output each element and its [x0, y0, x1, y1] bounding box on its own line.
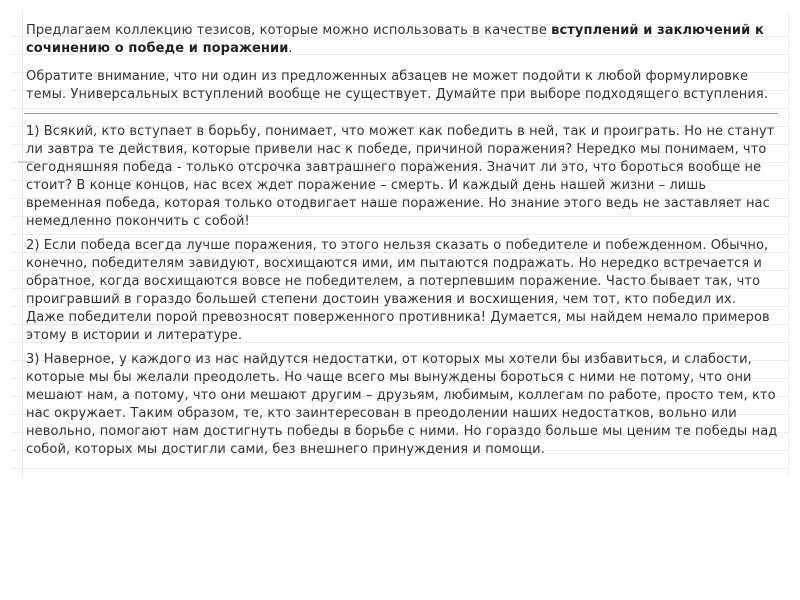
- notebook-page: [12, 12, 789, 476]
- intro-paragraph: [26, 22, 778, 58]
- notice-paragraph: Обратите внимание, что ни один из предложенных абзацев не может подойти к любой формулировке темы. Универсальных вступлений вообще не существует. Думайте при выборе подходящего вступления.: [26, 69, 769, 102]
- thesis-paragraph-2: 2) Если победа всегда лучше поражения, то этого нельзя сказать о победителе и побежденном. Обычно, конечно, победителям завидуют, восхищаются ими, им пытаются подражать. Но нередко встречается и обратное, когда восхищаются вовсе не победителем, а потерпевшим поражение. Часто бывает так, что проигравший в гораздо большей степени достоин уважения и восхищения, чем тот, кто победил их. Даже победители порой превозносят поверженного противника! Думается, мы найдем немало примеров этому в истории и литературе.: [26, 238, 770, 343]
- article-body: [26, 22, 778, 459]
- intro-bold-text: вступлений и заключений к сочинению о победе и поражении: [26, 23, 764, 56]
- intro-punctuation: .: [288, 41, 293, 56]
- thesis-paragraph-3: 3) Наверное, у каждого из нас найдутся недостатки, от которых мы хотели бы избавиться, и слабости, которые мы бы желали преодолеть. Но чаще всего мы вынуждены бороться с ними не потому, что они мешают нам, а потому, что они мешают другим – друзьям, любимым, коллегам по работе, просто тем, кто нас окружает. Таким образом, те, кто заинтересован в преодолении наших недостатков, вольно или невольно, помогают нам достигнуть победы в борьбе с ними. Но гораздо больше мы ценим те победы над собой, которых мы достигли сами, без внешнего принуждения и помощи.: [26, 352, 778, 457]
- thesis-paragraph-1: 1) Всякий, кто вступает в борьбу, понимает, что может как победить в ней, так и проиграть. Но не станут ли завтра те действия, которые привели нас к победе, причиной поражения? Нередко мы понимаем, что сегодняшняя победа - только отсрочка завтрашнего поражения. Значит ли это, что бороться вообще не стоит? В конце концов, нас всех ждет поражение – смерть. И каждый день нашей жизни – лишь временная победа, которая только отодвигает наше поражение. Но знание этого ведь не заставляет нас немедленно покончить с собой!: [26, 124, 775, 229]
- divider: [24, 113, 778, 114]
- intro-text: Предлагаем коллекцию тезисов, которые можно использовать в качестве: [26, 23, 552, 38]
